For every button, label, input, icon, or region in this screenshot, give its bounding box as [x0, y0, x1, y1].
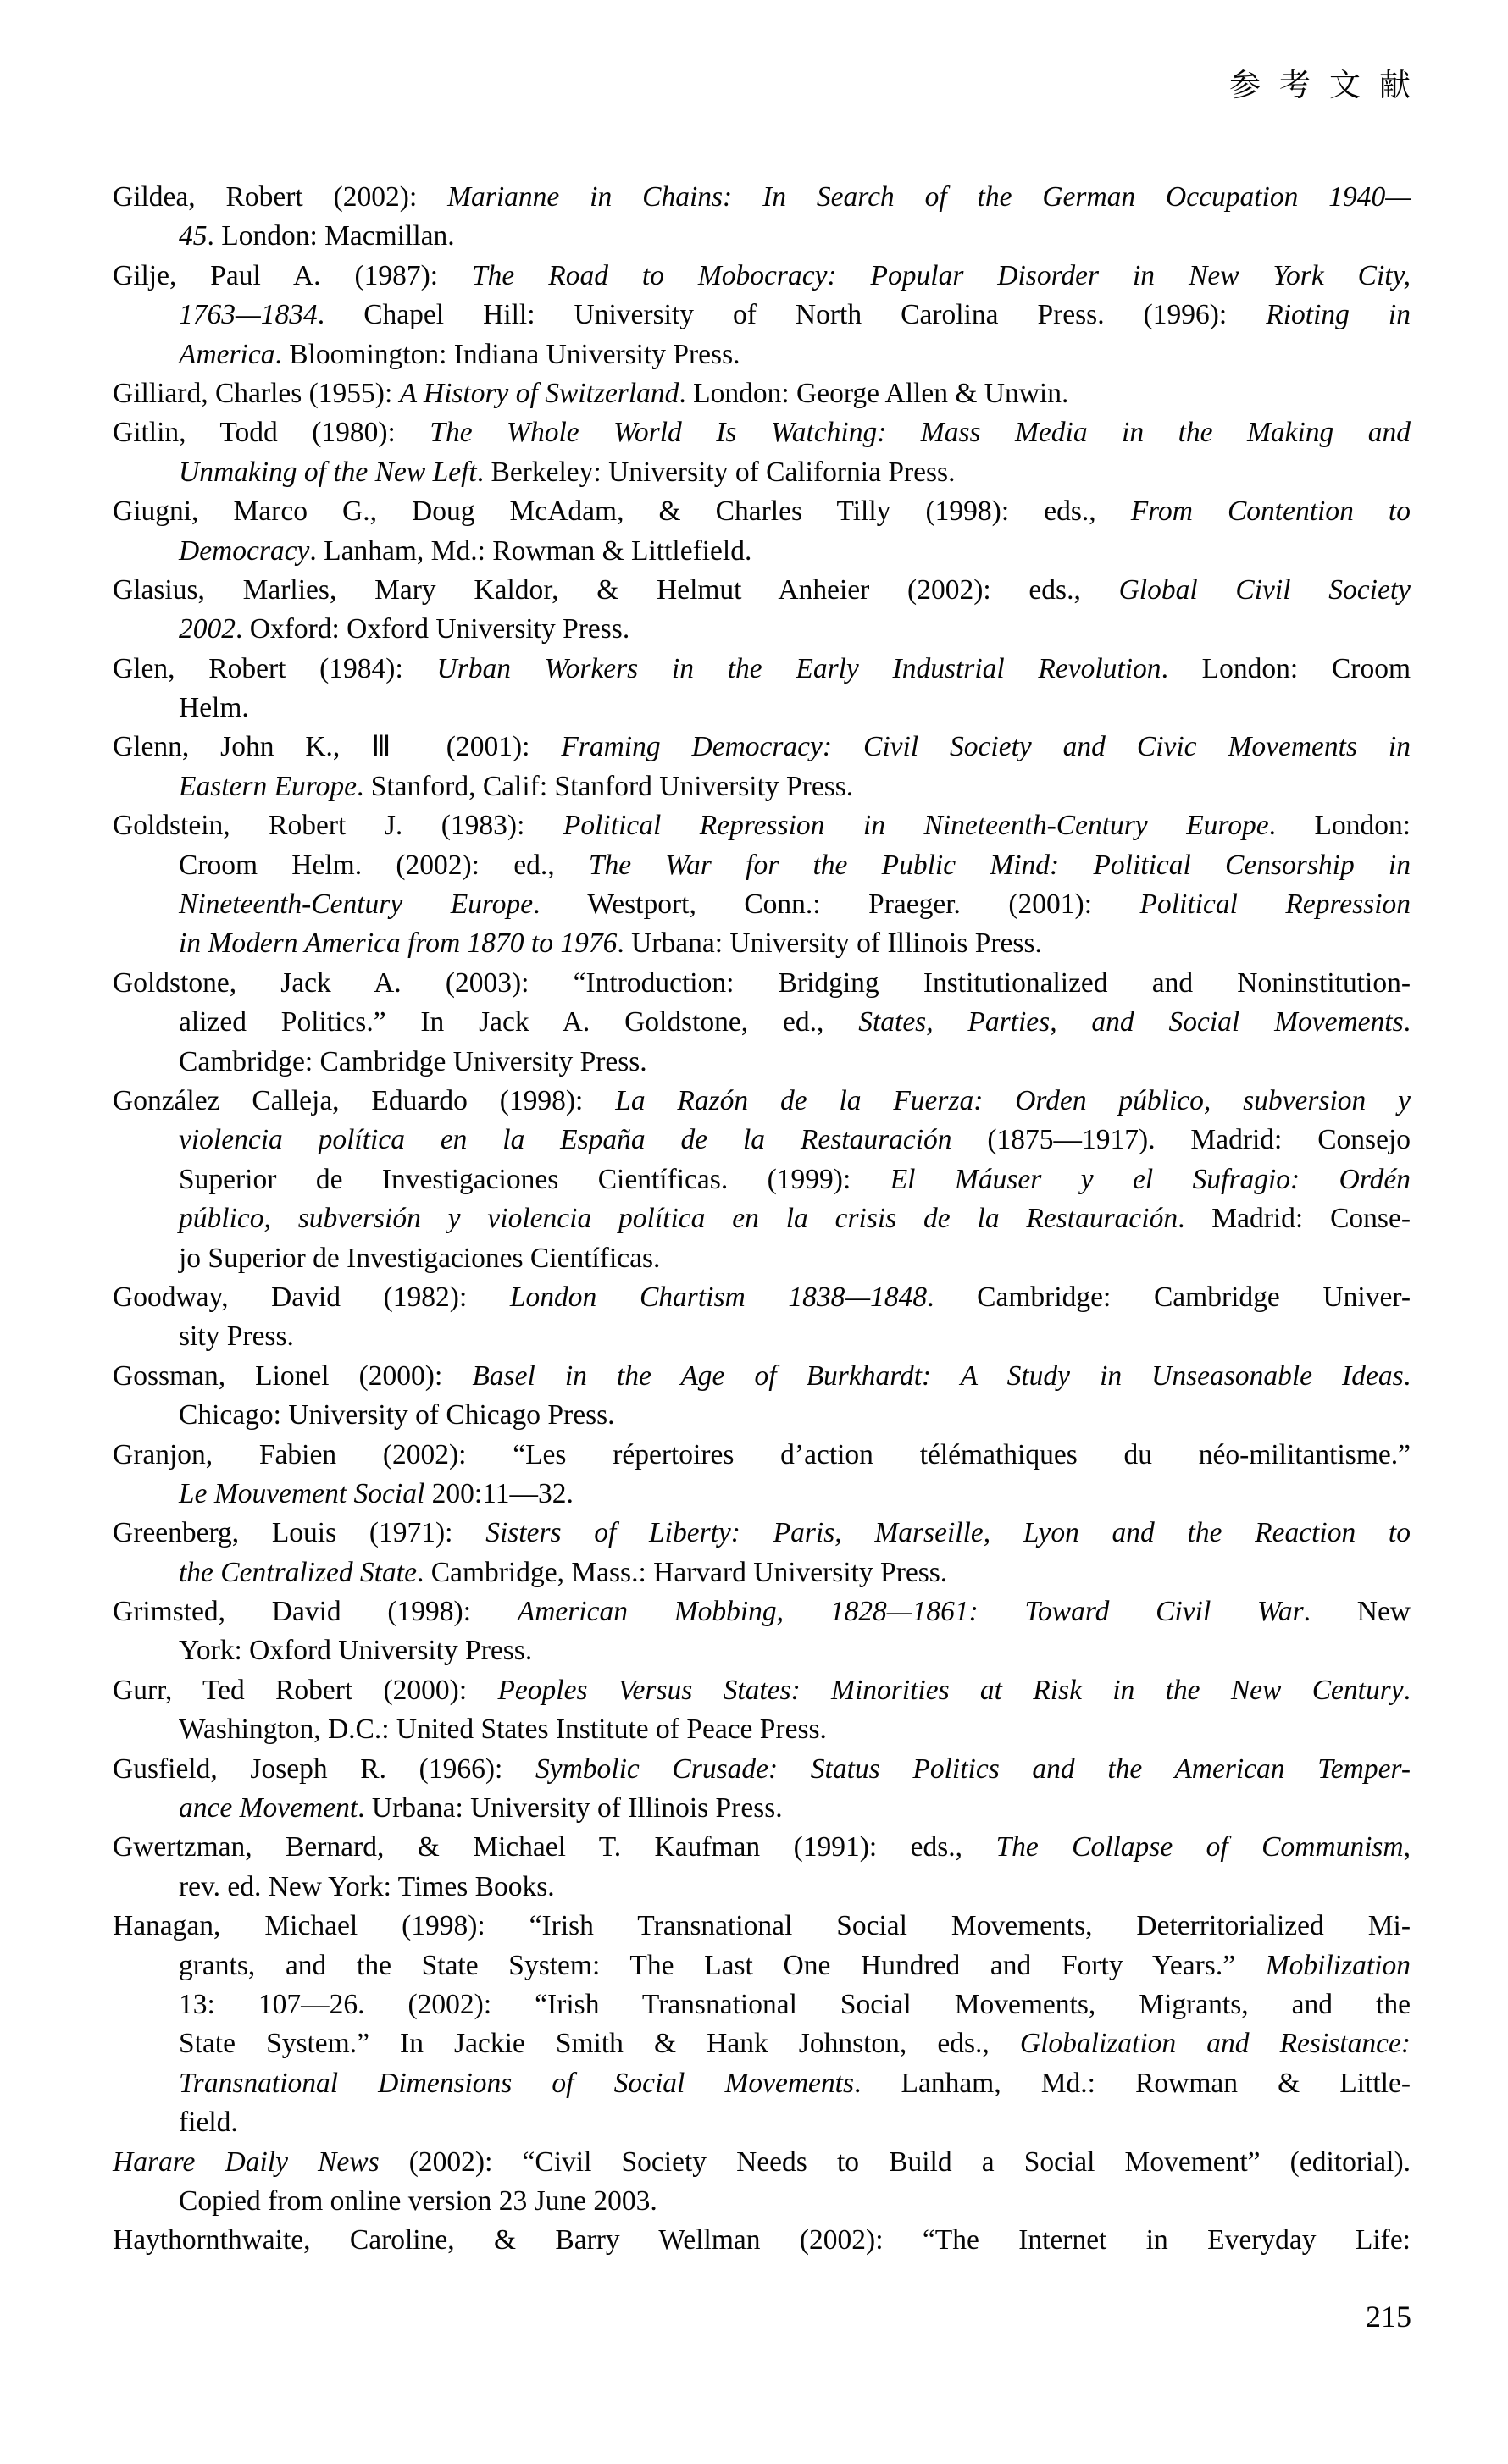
reference-line [113, 1789, 1411, 1828]
reference-list [113, 178, 1411, 2261]
reference-line [113, 1082, 1411, 1121]
ref-text-segment: . London: Macmillan. [207, 220, 455, 252]
ref-text-segment: El Máuser y el Sufragio: Ordén [890, 1163, 1411, 1195]
reference-line [113, 1121, 1411, 1160]
ref-text-segment: Eastern Europe [179, 770, 357, 802]
ref-text-segment: Goodway, David (1982): [113, 1281, 510, 1313]
ref-text-segment: Gusfield, Joseph R. (1966): [113, 1752, 535, 1785]
ref-text-segment: . Bloomington: Indiana University Press. [274, 338, 740, 370]
ref-text-segment: 2002 [179, 613, 236, 645]
ref-text-segment: States, Parties, and Social Movements [858, 1006, 1404, 1038]
ref-text-segment: Goldstone, Jack A. (2003): “Introduction: Bridging Institutionalized and Noninstitution- [113, 966, 1411, 999]
ref-text-segment: Sisters of Liberty: Paris, Marseille, Lyon and the Reaction to [485, 1517, 1411, 1549]
ref-text-segment: the Centralized State [179, 1556, 417, 1588]
ref-text-segment: Nineteenth-Century Europe [179, 889, 534, 921]
ref-text-segment: in Modern America from 1870 to 1976 [179, 927, 618, 960]
ref-text-segment: 45 [179, 220, 208, 252]
reference-line [113, 1003, 1411, 1042]
reference-line [113, 1631, 1411, 1670]
ref-text-segment: Chicago: University of Chicago Press. [179, 1399, 615, 1431]
ref-text-segment: . Berkeley: University of California Press. [476, 456, 956, 488]
ref-text-segment: Washington, D.C.: United States Institute of Peace Press. [179, 1714, 827, 1746]
reference-line [113, 2221, 1411, 2260]
reference-line [113, 1357, 1411, 1396]
reference-line [113, 2103, 1411, 2142]
reference-line [113, 1828, 1411, 1867]
ref-text-segment: alized Politics.” In Jack A. Goldstone, ed., [179, 1006, 859, 1038]
ref-text-segment: The Collapse of Communism [995, 1831, 1404, 1863]
ref-text-segment: Gurr, Ted Robert (2000): [113, 1674, 498, 1706]
ref-text-segment: (2002): “Civil Society Needs to Build a Social Movement” (editorial). [379, 2146, 1411, 2178]
ref-text-segment: . Oxford: Oxford University Press. [236, 613, 630, 645]
reference-line [113, 728, 1411, 767]
reference-line [113, 1043, 1411, 1082]
ref-text-segment: ance Movement [179, 1792, 358, 1824]
reference-line [113, 924, 1411, 963]
reference-line [113, 374, 1411, 413]
ref-text-segment: Greenberg, Louis (1971): [113, 1517, 486, 1549]
ref-text-segment: jo Superior de Investigaciones Científicas. [179, 1242, 661, 1274]
ref-text-segment: Grimsted, David (1998): [113, 1596, 518, 1628]
ref-text-segment: . Westport, Conn.: Praeger. (2001): [533, 889, 1140, 921]
ref-text-segment: Urban Workers in the Early Industrial Revolution [436, 652, 1161, 684]
ref-text-segment: Gilje, Paul A. (1987): [113, 259, 473, 291]
ref-text-segment: . New [1303, 1596, 1411, 1628]
ref-text-segment: Gossman, Lionel (2000): [113, 1359, 473, 1392]
ref-text-segment: Glenn, John K., Ⅲ (2001): [113, 731, 562, 763]
ref-text-segment: Basel in the Age of Burkhardt: A Study in Unseasonable Ideas [472, 1359, 1404, 1392]
reference-line [113, 1278, 1411, 1317]
ref-text-segment: . London: Croom [1161, 652, 1411, 684]
reference-line [113, 492, 1411, 531]
ref-text-segment: . [1403, 1006, 1411, 1038]
ref-text-segment: . Urbana: University of Illinois Press. [617, 927, 1042, 960]
ref-text-segment: . Chapel Hill: University of North Carolina Press. (1996): [317, 299, 1267, 331]
reference-line [113, 1710, 1411, 1749]
ref-text-segment: Symbolic Crusade: Status Politics and the American Temper- [535, 1752, 1411, 1785]
ref-text-segment: público, subversión y violencia política en la crisis de la Restauración [179, 1203, 1178, 1235]
reference-line [113, 964, 1411, 1003]
reference-line [113, 413, 1411, 452]
ref-text-segment: America [179, 338, 275, 370]
reference-line [113, 571, 1411, 610]
ref-text-segment: Gwertzman, Bernard, & Michael T. Kaufman (1991): eds., [113, 1831, 996, 1863]
ref-text-segment: The War for the Public Mind: Political Censorship in [588, 849, 1411, 881]
ref-text-segment: Marianne in Chains: In Search of the German Occupation 1940— [447, 181, 1411, 213]
reference-line [113, 1475, 1411, 1514]
ref-text-segment: 13: 107—26. (2002): “Irish Transnational Social Movements, Migrants, and the [179, 1988, 1411, 2020]
ref-text-segment: . Cambridge: Cambridge Univer- [927, 1281, 1411, 1313]
ref-text-segment: Cambridge: Cambridge University Press. [179, 1045, 647, 1077]
ref-text-segment: grants, and the State System: The Last One Hundred and Forty Years.” [179, 1949, 1266, 1981]
reference-line [113, 1239, 1411, 1278]
ref-text-segment: . Urbana: University of Illinois Press. [358, 1792, 783, 1824]
ref-text-segment: Croom Helm. (2002): ed., [179, 849, 589, 881]
reference-line [113, 1317, 1411, 1356]
reference-line [113, 335, 1411, 374]
reference-line [113, 650, 1411, 689]
ref-text-segment: Unmaking of the New Left [179, 456, 477, 488]
reference-line [113, 1907, 1411, 1946]
ref-text-segment: Copied from online version 23 June 2003. [179, 2184, 657, 2217]
reference-line [113, 1592, 1411, 1631]
ref-text-segment: The Road to Mobocracy: Popular Disorder in New York City, [472, 259, 1411, 291]
ref-text-segment: , [1403, 1831, 1411, 1863]
ref-text-segment: State System.” In Jackie Smith & Hank Johnston, eds., [179, 2028, 1020, 2060]
ref-text-segment: sity Press. [179, 1321, 294, 1353]
ref-text-segment: Superior de Investigaciones Científicas. (1999): [179, 1163, 890, 1195]
ref-text-segment: field. [179, 2107, 238, 2139]
reference-line [113, 1396, 1411, 1435]
reference-line [113, 1985, 1411, 2024]
ref-text-segment: . London: George Allen & Unwin. [679, 377, 1069, 409]
ref-text-segment: Le Mouvement Social [179, 1477, 425, 1509]
ref-text-segment: Transnational Dimensions of Social Movements [179, 2067, 854, 2099]
ref-text-segment: Hanagan, Michael (1998): “Irish Transnational Social Movements, Deterritorialized Mi- [113, 1910, 1411, 1942]
reference-line [113, 846, 1411, 885]
ref-text-segment: Gildea, Robert (2002): [113, 181, 448, 213]
reference-line [113, 1553, 1411, 1592]
ref-text-segment: Haythornthwaite, Caroline, & Barry Wellman (2002): “The Internet in Everyday Life: [113, 2224, 1411, 2256]
reference-line [113, 1946, 1411, 1985]
page-header-title: 参考文献 [1229, 69, 1429, 103]
reference-line [113, 217, 1411, 256]
ref-text-segment: . London: [1268, 810, 1411, 842]
reference-line [113, 1436, 1411, 1475]
ref-text-segment: . Madrid: Conse- [1178, 1203, 1411, 1235]
ref-text-segment: Goldstein, Robert J. (1983): [113, 810, 563, 842]
ref-text-segment: La Razón de la Fuerza: Orden público, subversion y [615, 1084, 1411, 1116]
reference-line [113, 1199, 1411, 1238]
ref-text-segment: Peoples Versus States: Minorities at Risk in the New Century [497, 1674, 1404, 1706]
reference-line [113, 1671, 1411, 1710]
reference-line [113, 1868, 1411, 1907]
ref-text-segment: Globalization and Resistance: [1019, 2028, 1411, 2060]
ref-text-segment: London Chartism 1838—1848 [509, 1281, 928, 1313]
reference-line [113, 296, 1411, 335]
ref-text-segment: . Cambridge, Mass.: Harvard University Press. [417, 1556, 948, 1588]
ref-text-segment: 200:11—32. [424, 1477, 574, 1509]
ref-text-segment: 1763—1834 [179, 299, 318, 331]
ref-text-segment: Harare Daily News [113, 2146, 380, 2178]
ref-text-segment: Glasius, Marlies, Mary Kaldor, & Helmut Anheier (2002): eds., [113, 573, 1119, 606]
reference-line [113, 178, 1411, 217]
ref-text-segment: Glen, Robert (1984): [113, 652, 437, 684]
ref-text-segment: . Lanham, Md.: Rowman & Little- [854, 2067, 1411, 2099]
ref-text-segment: . Lanham, Md.: Rowman & Littlefield. [309, 534, 752, 567]
reference-line [113, 532, 1411, 571]
reference-line [113, 1514, 1411, 1553]
reference-line [113, 1160, 1411, 1199]
reference-line [113, 610, 1411, 649]
ref-text-segment: From Contention to [1130, 496, 1411, 528]
ref-text-segment: Democracy [179, 534, 310, 567]
ref-text-segment: Political Repression in Nineteenth-Century Europe [563, 810, 1269, 842]
reference-line [113, 2024, 1411, 2063]
reference-line [113, 767, 1411, 806]
reference-line [113, 2064, 1411, 2103]
ref-text-segment: González Calleja, Eduardo (1998): [113, 1084, 616, 1116]
reference-line [113, 257, 1411, 296]
ref-text-segment: American Mobbing, 1828—1861: Toward Civil War [517, 1596, 1304, 1628]
ref-text-segment: . [1403, 1359, 1411, 1392]
reference-line [113, 2143, 1411, 2182]
ref-text-segment: Gitlin, Todd (1980): [113, 417, 430, 449]
reference-line [113, 453, 1411, 492]
ref-text-segment: York: Oxford University Press. [179, 1635, 533, 1667]
reference-line [113, 689, 1411, 728]
ref-text-segment: rev. ed. New York: Times Books. [179, 1870, 555, 1902]
ref-text-segment: Granjon, Fabien (2002): “Les répertoires d’action télémathiques du néo-militantisme.” [113, 1438, 1411, 1470]
page-number: 215 [1366, 2300, 1411, 2334]
ref-text-segment: Framing Democracy: Civil Society and Civic Movements in [561, 731, 1411, 763]
ref-text-segment: Helm. [179, 692, 249, 724]
ref-text-segment: (1875—1917). Madrid: Consejo [951, 1124, 1411, 1156]
ref-text-segment: violencia política en la España de la Restauración [179, 1124, 952, 1156]
reference-line [113, 806, 1411, 845]
ref-text-segment: Gilliard, Charles (1955): [113, 377, 400, 409]
ref-text-segment: The Whole World Is Watching: Mass Media in the Making and [430, 417, 1411, 449]
ref-text-segment: Mobilization [1265, 1949, 1411, 1981]
ref-text-segment: . Stanford, Calif: Stanford University Press. [356, 770, 854, 802]
ref-text-segment: Global Civil Society [1118, 573, 1411, 606]
ref-text-segment: . [1403, 1674, 1411, 1706]
ref-text-segment: Rioting in [1266, 299, 1411, 331]
ref-text-segment: Political Repression [1139, 889, 1411, 921]
reference-line [113, 2182, 1411, 2221]
ref-text-segment: A History of Switzerland [399, 377, 679, 409]
ref-text-segment: Giugni, Marco G., Doug McAdam, & Charles Tilly (1998): eds., [113, 496, 1131, 528]
reference-line [113, 1750, 1411, 1789]
reference-line [113, 885, 1411, 924]
